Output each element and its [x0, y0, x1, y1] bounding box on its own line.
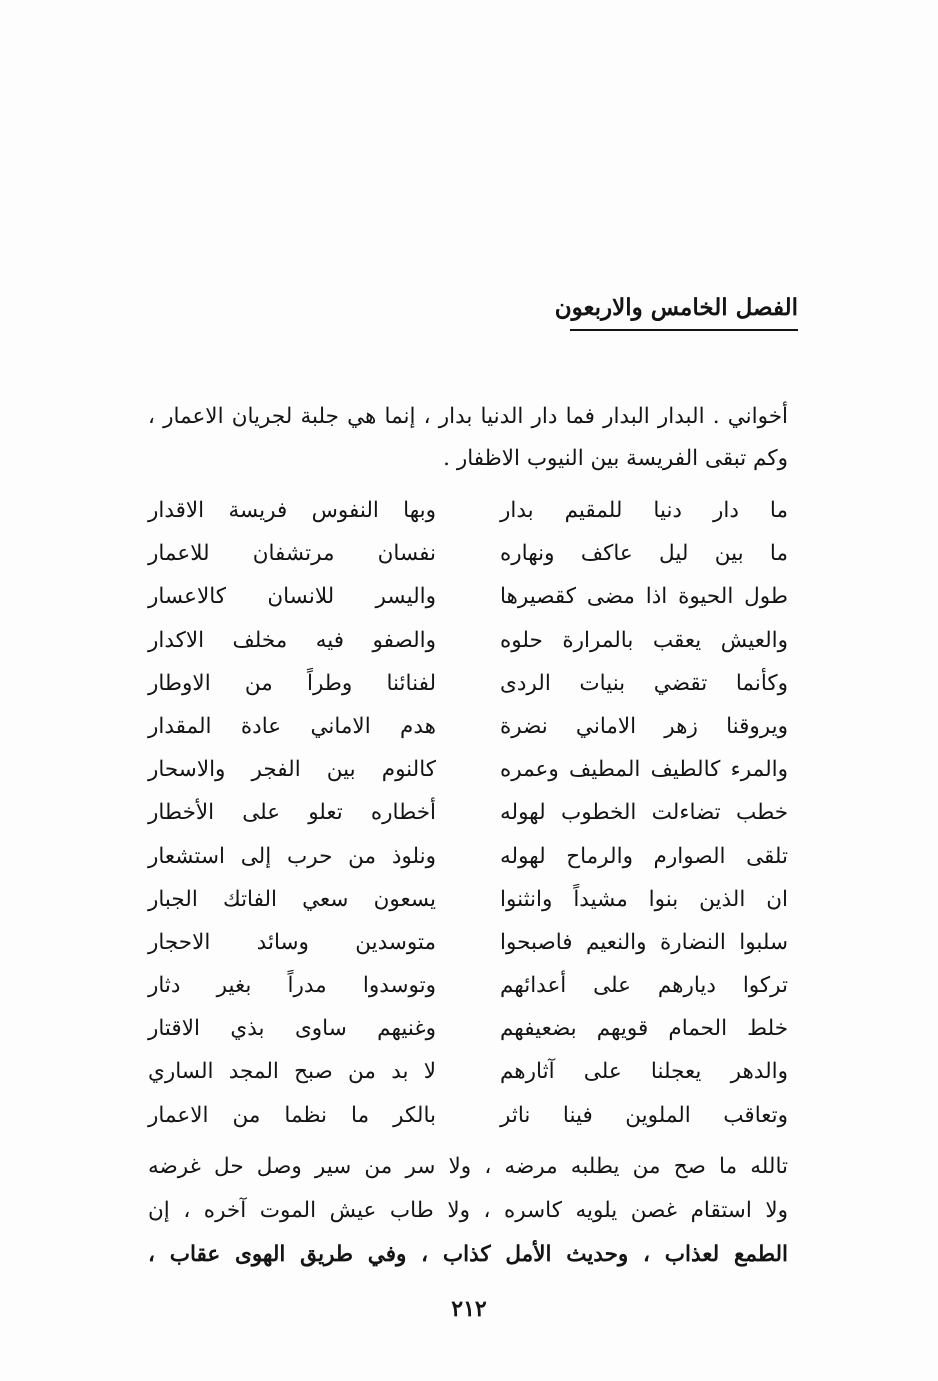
verse-first-hemistich: وتعاقب الملوين فينا ناثر	[500, 1102, 788, 1128]
poem-verse	[148, 793, 788, 836]
poem	[148, 491, 788, 1139]
poem-verse	[148, 1009, 788, 1052]
verse-second-hemistich: والصفو فيه مخلف الاكدار	[148, 627, 436, 653]
verse-first-hemistich: والعيش يعقب بالمرارة حلوه	[500, 627, 788, 653]
poem-verse	[148, 880, 788, 923]
poem-verse	[148, 491, 788, 534]
verse-second-hemistich: ونلوذ من حرب إلى استشعار	[148, 843, 436, 869]
verse-first-hemistich: ما دار دنيا للمقيم بدار	[500, 498, 788, 523]
poem-verse	[148, 837, 788, 880]
verse-second-hemistich: نفسان مرتشفان للاعمار	[148, 541, 436, 567]
poem-verse	[148, 923, 788, 966]
poem-verse	[148, 664, 788, 707]
closing-paragraph	[148, 1145, 788, 1277]
verse-first-hemistich: ويروقنا زهر الاماني نضرة	[500, 713, 788, 739]
closing-line: الطمع لعذاب ، وحديث الأمل كذاب ، وفي طريق الهوى عقاب ،	[148, 1242, 788, 1267]
poem-verse	[148, 534, 788, 577]
verse-second-hemistich: كالنوم بين الفجر والاسحار	[148, 757, 436, 783]
poem-verse	[148, 966, 788, 1009]
verse-first-hemistich: ان الذين بنوا مشيداً وانثنوا	[500, 886, 788, 912]
intro-paragraph: أخواني . البدار البدار فما دار الدنيا بدار ، إنما هي جلبة لجريان الاعمار ، وكم تبقى الفريسة بين النيوب الاظفار .	[148, 404, 788, 471]
verse-first-hemistich: تلقى الصوارم والرماح لهوله	[500, 843, 788, 869]
verse-second-hemistich: لا بد من صبح المجد الساري	[148, 1059, 436, 1085]
poem-verse	[148, 621, 788, 664]
verse-second-hemistich: يسعون سعي الفاتك الجبار	[148, 886, 436, 912]
verse-second-hemistich: متوسدين وسائد الاحجار	[148, 929, 436, 955]
verse-first-hemistich: خطب تضاءلت الخطوب لهوله	[500, 800, 788, 826]
closing-line: ولا استقام غصن يلويه كاسره ، ولا طاب عيش الموت آخره ، إن	[148, 1198, 788, 1223]
verse-second-hemistich: بالكر ما نظما من الاعمار	[148, 1102, 436, 1128]
verse-second-hemistich: لفنائنا وطراً من الاوطار	[148, 670, 436, 696]
poem-verse	[148, 577, 788, 620]
poem-verse	[148, 750, 788, 793]
verse-second-hemistich: أخطاره تعلو على الأخطار	[148, 800, 436, 826]
verse-first-hemistich: طول الحيوة اذا مضى كقصيرها	[500, 584, 788, 610]
verse-second-hemistich: وتوسدوا مدراً بغير دثار	[148, 973, 436, 999]
verse-second-hemistich: وبها النفوس فريسة الاقدار	[148, 498, 436, 523]
verse-first-hemistich: خلط الحمام قويهم بضعيفهم	[500, 1016, 788, 1042]
verse-first-hemistich: وكأنما تقضي بنيات الردى	[500, 670, 788, 696]
poem-verse	[148, 1052, 788, 1095]
page-number: ٢١٢	[451, 1296, 487, 1322]
verse-first-hemistich: والدهر يعجلنا على آثارهم	[500, 1059, 788, 1085]
chapter-title: الفصل الخامس والاربعون	[570, 294, 798, 331]
poem-verse	[148, 1096, 788, 1139]
closing-line: تالله ما صح من يطلبه مرضه ، ولا سر من سير وصل حل غرضه	[148, 1154, 788, 1179]
verse-first-hemistich: ما بين ليل عاكف ونهاره	[500, 541, 788, 567]
verse-second-hemistich: واليسر للانسان كالاعسار	[148, 584, 436, 610]
verse-first-hemistich: والمرء كالطيف المطيف وعمره	[500, 757, 788, 783]
verse-second-hemistich: هدم الاماني عادة المقدار	[148, 713, 436, 739]
poem-verse	[148, 707, 788, 750]
verse-second-hemistich: وغنيهم ساوى بذي الاقتار	[148, 1016, 436, 1042]
verse-first-hemistich: تركوا ديارهم على أعدائهم	[500, 973, 788, 999]
verse-first-hemistich: سلبوا النضارة والنعيم فاصبحوا	[500, 929, 788, 955]
